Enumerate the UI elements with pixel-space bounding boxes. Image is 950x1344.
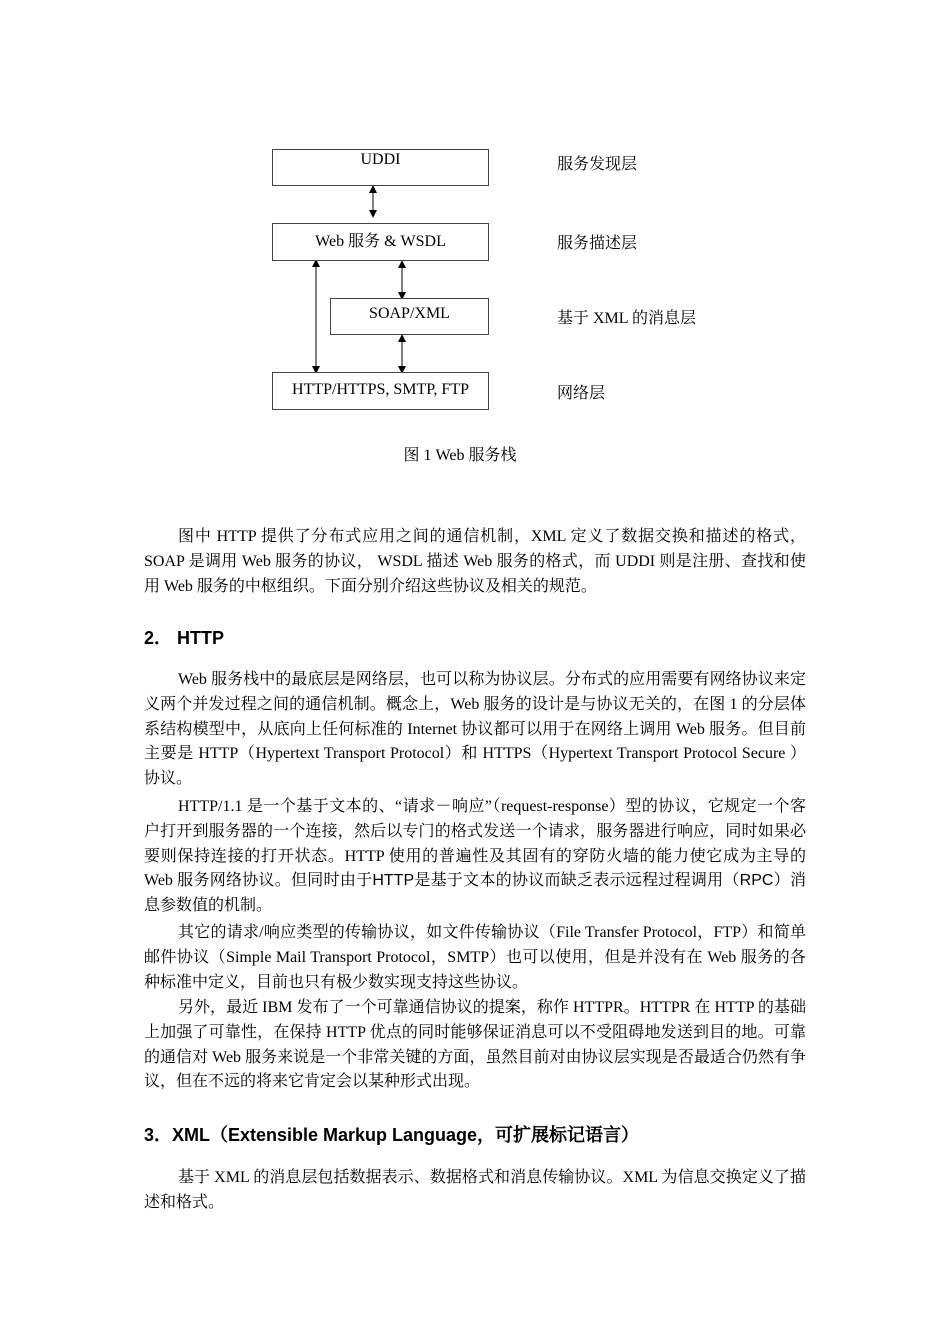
section-2-paragraph-2-text-c: ）消息参数值的机制。 bbox=[144, 872, 806, 915]
layer-label-network: 网络层 bbox=[557, 385, 606, 402]
section-2-paragraph-2-text-b: 是基于文本的协议而缺乏表示远程过程调用（ bbox=[414, 872, 740, 890]
section-2-paragraph-2 bbox=[144, 795, 806, 919]
layer-label-discovery: 服务发现层 bbox=[557, 156, 638, 173]
figure-caption: 图 1 Web 服务栈 bbox=[403, 447, 517, 464]
uddi-box-label: UDDI bbox=[360, 151, 401, 168]
section-3-paragraph-1: 基于 XML 的消息层包括数据表示、数据格式和消息传输协议。XML 为信息交换定义了描述和格式。 bbox=[144, 1169, 806, 1211]
section-2-rpc-term: RPC bbox=[739, 872, 774, 890]
web-services-stack-diagram bbox=[0, 0, 950, 470]
section-2-paragraph-1: Web 服务栈中的最底层是网络层，也可以称为协议层。分布式的应用需要有网络协议来定义两个并发过程之间的通信机制。概念上，Web 服务的设计是与协议无关的，在图 1 的分层体系结构模型中，从底向上任何标准的 Internet 协议都可以用于在网络上调用 Web 服务。但目前主要是 HTTP（Hypertext Transport Protocol）和 HTTPS（Hypertext Transport Protocol Secure ）协议。 bbox=[144, 671, 806, 788]
intro-paragraph: 图中 HTTP 提供了分布式应用之间的通信机制，XML 定义了数据交换和描述的格式，SOAP 是调用 Web 服务的协议， WSDL 描述 Web 服务的格式，而 UDDI 则是注册、查找和使用 Web 服务的中枢组织。下面分别介绍这些协议及相关的规范。 bbox=[144, 528, 806, 595]
web-wsdl-box-label: Web 服务 & WSDL bbox=[315, 233, 446, 250]
uddi-box bbox=[272, 149, 489, 186]
section-3-heading: 3．XML（Extensible Markup Language，可扩展标记语言） bbox=[144, 1125, 640, 1145]
soap-xml-box-label: SOAP/XML bbox=[369, 305, 450, 322]
section-2-http-term: HTTP bbox=[372, 872, 415, 890]
section-2-paragraph-2-text-a: HTTP/1.1 是一个基于文本的、“请求－响应”（request-response）型的协议，它规定一个客户打开到服务器的一个连接，然后以专门的格式发送一个请求，服务器进行响应，同时如果必要则保持连接的打开状态。HTTP 使用的普遍性及其固有的穿防火墙的能力使它成为主导的 Web 服务网络协议。但同时由于 bbox=[144, 798, 806, 890]
http-box bbox=[272, 372, 489, 410]
layer-label-description: 服务描述层 bbox=[557, 235, 638, 252]
section-2-paragraph-4: 另外，最近 IBM 发布了一个可靠通信协议的提案，称作 HTTPR。HTTPR 在 HTTP 的基础上加强了可靠性，在保持 HTTP 优点的同时能够保证消息可以不受阻碍地发送到目的地。可靠的通信对 Web 服务来说是一个非常关键的方面，虽然目前对由协议层实现是否最适合仍然有争议，但在不远的将来它肯定会以某种形式出现。 bbox=[144, 999, 806, 1091]
soap-xml-box bbox=[330, 298, 489, 335]
http-box-label: HTTP/HTTPS, SMTP, FTP bbox=[292, 381, 469, 398]
layer-label-messaging: 基于 XML 的消息层 bbox=[557, 310, 696, 327]
web-wsdl-box bbox=[272, 223, 489, 261]
section-2-heading: 2． HTTP bbox=[144, 628, 225, 648]
section-2-paragraph-3: 其它的请求/响应类型的传输协议，如文件传输协议（File Transfer Protocol，FTP）和简单邮件协议（Simple Mail Transport Protocol，SMTP）也可以使用，但是并没有在 Web 服务的各种标准中定义，目前也只有极少数实现支持这些协议。 bbox=[144, 924, 806, 991]
